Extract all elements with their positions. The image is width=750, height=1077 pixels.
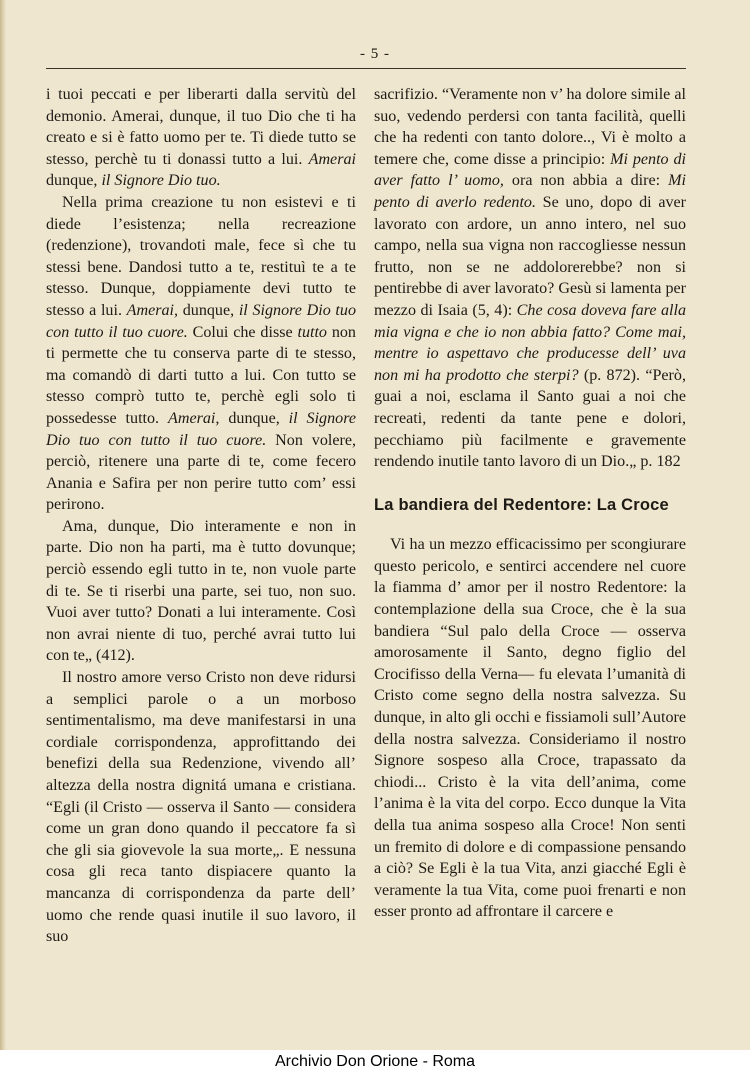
right-paragraph-2: Vi ha un mezzo efficacissimo per scongiurare questo pericolo, e sentirci accendere nel cuore la fiamma d’ amor per il nostro Redentore: la contemplazione della sua Croce, che è la sua bandiera “Sul palo della Croce — osserva amorosamente il Santo, degno figlio del Crocifisso della Verna— fu elevata l’umanità di Cristo come segno della nostra salvezza. Su dunque, in alto gli occhi e fissiamoli sull’Autore della nostra salvezza. Consideriamo il nostro Signore sospeso alla Croce, trapassato da chiodi... Cristo è la vita dell’anima, come l’anima è la vita del corpo. Ecco dunque la Vita della tua anima sospeso alla Croce! Non senti un fremito di dolore e di compassione pensando a ciò? Se Egli è la tua Vita, anzi giacché Egli è veramente la tua Vita, come puoi frenarti e non esser pronto ad affrontare il carcere e bbox=[374, 536, 686, 921]
archive-footer: Archivio Don Orione - Roma bbox=[274, 1053, 476, 1070]
page-number: - 5 - bbox=[360, 46, 390, 62]
section-heading: La bandiera del Redentore: La Croce bbox=[374, 495, 669, 514]
left-paragraph: Il nostro amore verso Cristo non deve ridursi a semplici parole o a un morboso sentimentalismo, ma deve manifestarsi in una cordiale corrispondenza, approfittando dei benefizi della sua Redenzione, vivendo all’ altezza della nostra dignitá umana e cristiana. “Egli (il Cristo — osserva il Santo — considera come un gran dono quando il peccatore fa sì che gli sia giovevole la sua morte„. E nessuna cosa gli reca tanto dispiacere quanto la mancanza di corrispondenza da parte dell’ uomo che rende quasi inutile il suo lavoro, il suo bbox=[46, 669, 356, 946]
right-column bbox=[374, 84, 686, 923]
left-paragraph: Ama, dunque, Dio interamente e non in parte. Dio non ha parti, ma è tutto dovunque; perciò essendo egli tutto in te, non vuole parte di te. Se ti riserbi una parte, sei tuo, non suo. Vuoi aver tutto? Donati a lui interamente. Così non avrai niente di tuo, perché avrai tutto lui con te„ (412). bbox=[46, 517, 356, 665]
left-column bbox=[46, 84, 356, 948]
left-paragraph: Nella prima creazione tu non esistevi e ti diede l’esistenza; nella recreazione (redenzione), trovandoti male, fece sì che tu stessi bene. Dandosi tutto a te, restituì te a te stesso. Dunque, doppiamente devi tutto te stesso a lui. Amerai, dunque, il Signore Dio tuo con tutto il tuo cuore. Colui che disse tutto non ti permette che tu conserva parte di te stesso, ma comandò di darti tutto a lui. Con tutto se stesso comprò tutto te, perchè egli solo ti possedesse tutto. Amerai, dunque, il Signore Dio tuo con tutto il tuo cuore. Non volere, perciò, ritenere una parte di te, come fecero Anania e Safira per non perire tutto com’ essi perirono. bbox=[46, 193, 357, 514]
page-edge bbox=[0, 0, 6, 1077]
right-paragraph-1: sacrifizio. “Veramente non v’ ha dolore simile al suo, vedendo perdersi con tanta facilità, quelli che ha redenti con tanto dolore.., Vi è molto a temere che, come disse a principio: Mi pento di aver fatto l’ uomo, ora non abbia a dire: Mi pento di averlo redento. Se uno, dopo di aver lavorato con ardore, un anno intero, nel suo campo, nella sua vigna non raccogliesse nessun frutto, non se ne addolorerebbe? non si pentirebbe di aver lavorato? Gesù si lamenta per mezzo di Isaia (5, 4): Che cosa doveva fare alla mia vigna e che io non abbia fatto? Come mai, mentre io aspettavo che producesse dell’ uva non mi ha prodotto che sterpi? (p. 872). “Però, guai a noi, esclama il Santo guai a noi che recreati, redenti da tante pene e dolori, pecchiamo più facilmente e gravemente rendendo inutile tanto lavoro di un Dio.„ p. 182 bbox=[374, 86, 687, 471]
header-rule bbox=[46, 68, 686, 69]
left-paragraph: i tuoi peccati e per liberarti dalla servitù del demonio. Amerai, dunque, il tuo Dio che ti ha creato e si è fatto uomo per te. Ti diede tutto se stesso, perchè tu ti donassi tutto a lui. Amerai dunque, il Signore Dio tuo. bbox=[46, 86, 356, 190]
